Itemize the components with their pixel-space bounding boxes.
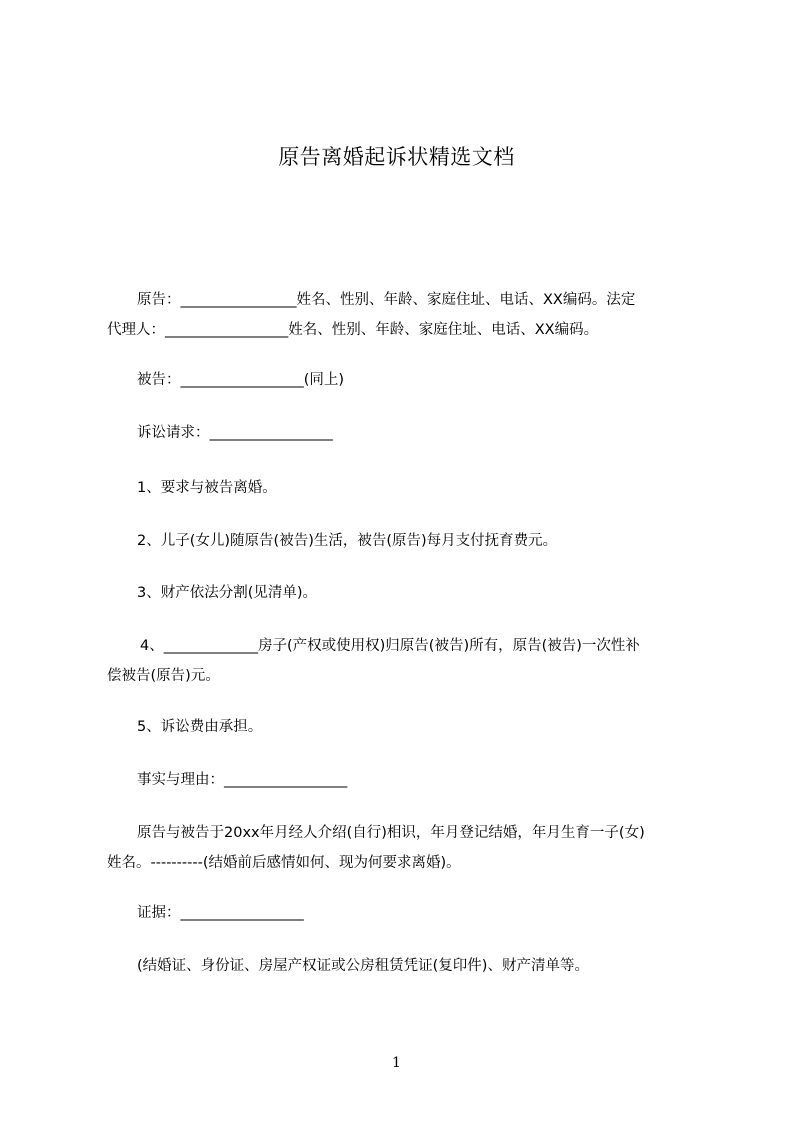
- claim-text: 3、财产依法分割(见清单)。: [137, 585, 318, 601]
- plaintiff-line-2: 代理人：_________________姓名、性别、年龄、家庭住址、电话、XX编码。: [107, 322, 599, 338]
- claim-item-4: [107, 631, 697, 691]
- claim-item-2: [107, 526, 697, 556]
- claim-text: 5、诉讼费由承担。: [137, 719, 263, 735]
- evidence-list-paragraph: [107, 951, 697, 981]
- evidence-heading: 证据：_________________: [137, 905, 304, 921]
- claims-heading: 诉讼请求：_________________: [137, 425, 333, 441]
- claim-4-line-2: 偿被告(原告)元。: [107, 668, 220, 684]
- claim-text: 1、要求与被告离婚。: [137, 480, 277, 496]
- claim-item-3: [107, 578, 697, 608]
- facts-line-2: 姓名。----------(结婚前后感情如何、现为何要求离婚)。: [107, 855, 461, 871]
- claim-item-1: [107, 473, 697, 503]
- claim-text: 2、儿子(女儿)随原告(被告)生活，被告(原告)每月支付抚育费元。: [137, 533, 558, 549]
- facts-paragraph: [107, 818, 697, 878]
- claim-item-5: [107, 712, 697, 742]
- evidence-heading-paragraph: [107, 898, 697, 928]
- claims-heading-paragraph: [107, 418, 697, 448]
- defendant-paragraph: [107, 365, 697, 395]
- plaintiff-line-1: 原告：________________姓名、性别、年龄、家庭住址、电话、XX编码。法定: [137, 292, 636, 308]
- defendant-line: 被告：_________________(同上): [137, 372, 345, 388]
- facts-heading-paragraph: [107, 765, 697, 795]
- evidence-list: (结婚证、身份证、房屋产权证或公房租赁凭证(复印件)、财产清单等。: [137, 958, 589, 974]
- facts-heading: 事实与理由：_________________: [137, 772, 348, 788]
- page-number: 1: [392, 1055, 401, 1071]
- document-title: 原告离婚起诉状精选文档: [278, 145, 515, 169]
- plaintiff-paragraph: [107, 285, 697, 345]
- facts-line-1: 原告与被告于20xx年月经人介绍(自行)相识，年月登记结婚，年月生育一子(女): [137, 825, 645, 841]
- claim-4-line-1: 4、_____________房子(产权或使用权)归原告(被告)所有，原告(被告)一次性补: [140, 638, 640, 654]
